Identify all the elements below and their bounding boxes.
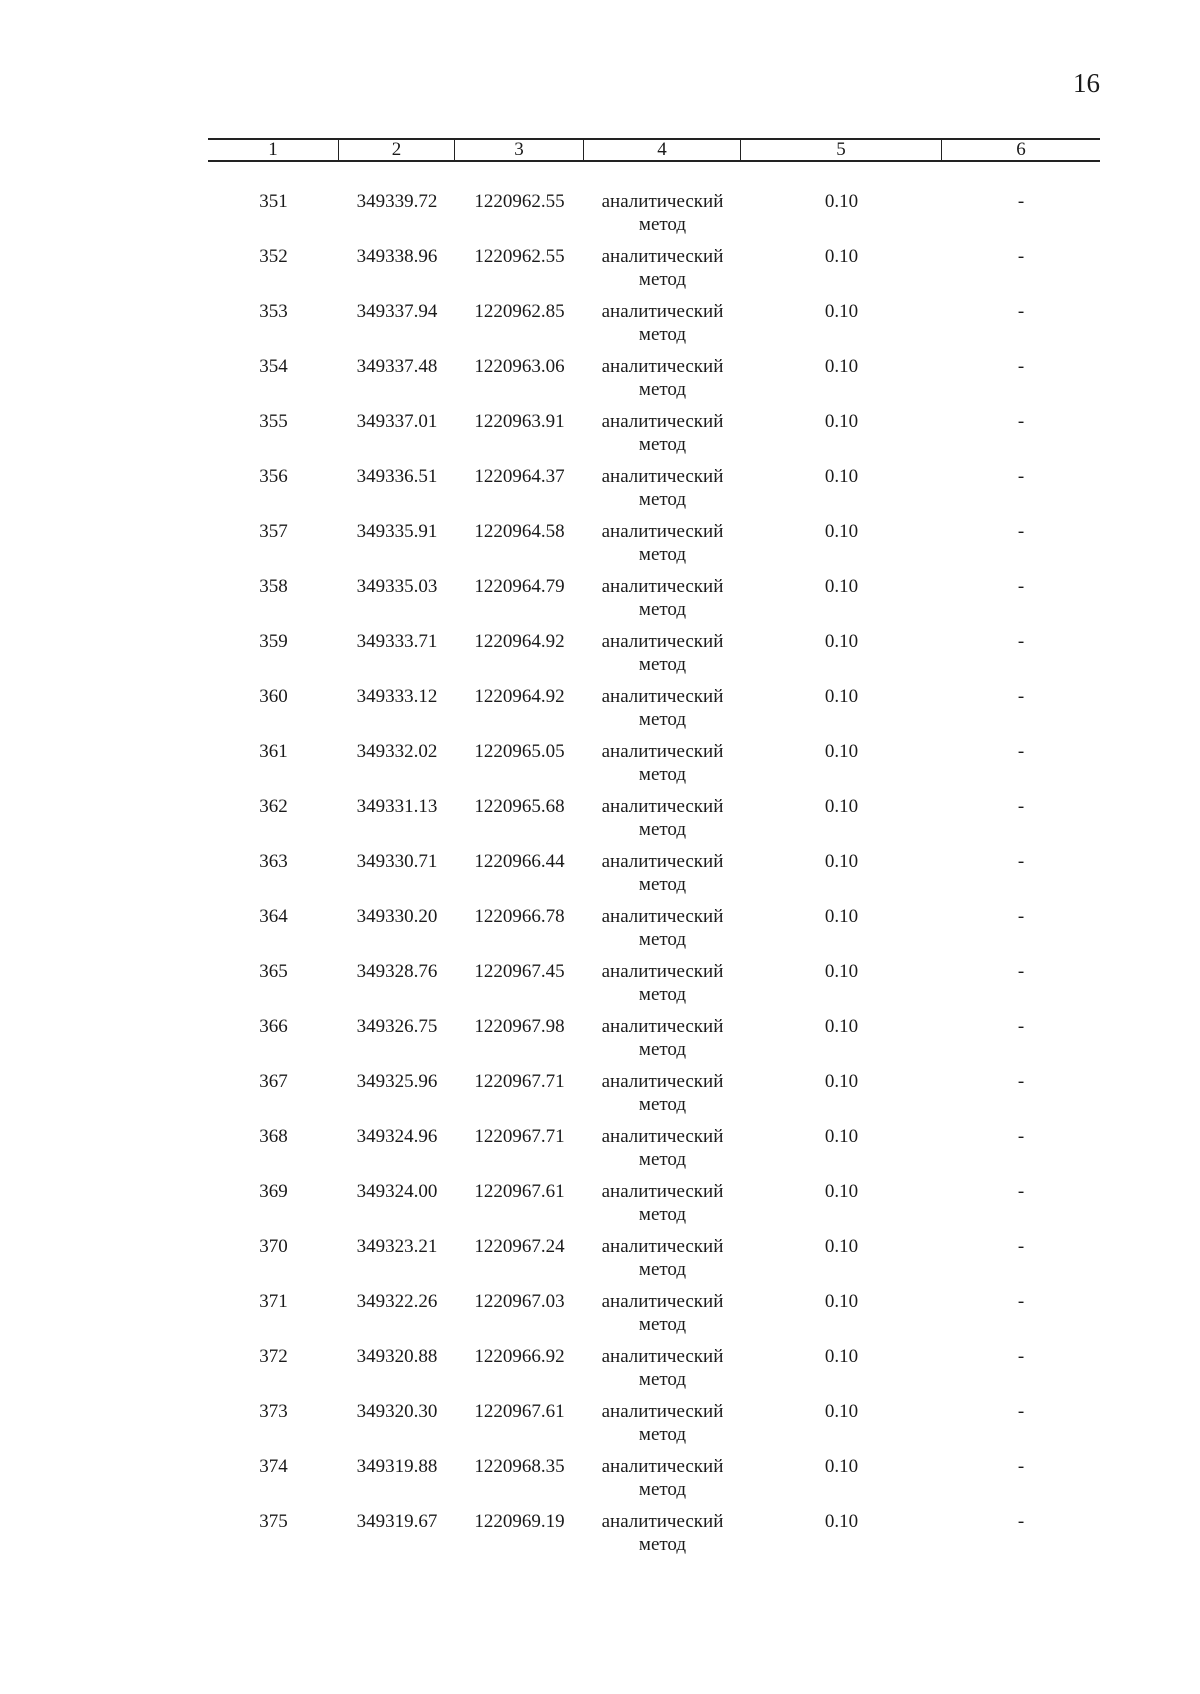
point-number-cell: 368	[259, 1126, 288, 1147]
method-line-1: аналитический	[601, 466, 724, 487]
table-row	[208, 575, 1100, 630]
x-coordinate-cell: 349336.51	[356, 466, 438, 487]
y-coordinate-cell: 1220967.61	[474, 1401, 565, 1422]
y-coordinate-cell: 1220962.55	[474, 191, 565, 212]
note-cell: -	[1017, 796, 1025, 817]
point-number-cell: 374	[259, 1456, 288, 1477]
method-line-1: аналитический	[601, 851, 724, 872]
note-cell: -	[1017, 1456, 1025, 1477]
method-cell	[584, 1070, 741, 1125]
method-cell	[584, 1125, 741, 1180]
point-number-cell: 361	[259, 741, 288, 762]
method-line-2: метод	[638, 489, 687, 510]
method-line-1: аналитический	[601, 1071, 724, 1092]
x-coordinate-cell: 349324.96	[356, 1126, 438, 1147]
accuracy-cell: 0.10	[824, 246, 859, 267]
note-cell: -	[1017, 191, 1025, 212]
note-cell: -	[1017, 1071, 1025, 1092]
method-line-1: аналитический	[601, 1126, 724, 1147]
point-number-cell: 369	[259, 1181, 288, 1202]
y-coordinate-cell: 1220964.58	[474, 521, 565, 542]
accuracy-cell: 0.10	[824, 851, 859, 872]
accuracy-cell: 0.10	[824, 1456, 859, 1477]
note-cell: -	[1017, 961, 1025, 982]
method-line-2: метод	[638, 874, 687, 895]
point-number-cell: 375	[259, 1511, 288, 1532]
method-cell	[584, 410, 741, 465]
method-cell	[584, 740, 741, 795]
method-line-2: метод	[638, 1314, 687, 1335]
method-cell	[584, 1345, 741, 1400]
point-number-cell: 355	[259, 411, 288, 432]
method-cell	[584, 850, 741, 905]
x-coordinate-cell: 349319.88	[356, 1456, 438, 1477]
point-number-cell: 373	[259, 1401, 288, 1422]
point-number-cell: 351	[259, 191, 288, 212]
method-line-1: аналитический	[601, 686, 724, 707]
point-number-cell: 356	[259, 466, 288, 487]
accuracy-cell: 0.10	[824, 906, 859, 927]
accuracy-cell: 0.10	[824, 741, 859, 762]
y-coordinate-cell: 1220965.05	[474, 741, 565, 762]
y-coordinate-cell: 1220963.06	[474, 356, 565, 377]
method-line-2: метод	[638, 1039, 687, 1060]
accuracy-cell: 0.10	[824, 1181, 859, 1202]
method-line-2: метод	[638, 1149, 687, 1170]
method-line-2: метод	[638, 764, 687, 785]
accuracy-cell: 0.10	[824, 1016, 859, 1037]
method-line-1: аналитический	[601, 631, 724, 652]
table-row	[208, 1400, 1100, 1455]
table-row	[208, 740, 1100, 795]
method-cell	[584, 355, 741, 410]
x-coordinate-cell: 349331.13	[356, 796, 438, 817]
y-coordinate-cell: 1220964.37	[474, 466, 565, 487]
x-coordinate-cell: 349319.67	[356, 1511, 438, 1532]
y-coordinate-cell: 1220963.91	[474, 411, 565, 432]
accuracy-cell: 0.10	[824, 576, 859, 597]
method-line-2: метод	[638, 1534, 687, 1555]
table-row	[208, 1510, 1100, 1565]
x-coordinate-cell: 349337.94	[356, 301, 438, 322]
method-line-1: аналитический	[601, 1181, 724, 1202]
method-cell	[584, 245, 741, 300]
point-number-cell: 352	[259, 246, 288, 267]
table-row	[208, 1015, 1100, 1070]
x-coordinate-cell: 349326.75	[356, 1016, 438, 1037]
table-row	[208, 465, 1100, 520]
note-cell: -	[1017, 246, 1025, 267]
table-row	[208, 1070, 1100, 1125]
x-coordinate-cell: 349323.21	[356, 1236, 438, 1257]
coordinates-table	[208, 138, 1100, 1565]
method-line-1: аналитический	[601, 521, 724, 542]
note-cell: -	[1017, 1401, 1025, 1422]
accuracy-cell: 0.10	[824, 1401, 859, 1422]
column-header-6: 6	[1016, 139, 1026, 160]
method-line-2: метод	[638, 654, 687, 675]
method-line-2: метод	[638, 324, 687, 345]
x-coordinate-cell: 349324.00	[356, 1181, 438, 1202]
table-row	[208, 410, 1100, 465]
note-cell: -	[1017, 1016, 1025, 1037]
method-line-1: аналитический	[601, 301, 724, 322]
table-row	[208, 1235, 1100, 1290]
accuracy-cell: 0.10	[824, 521, 859, 542]
x-coordinate-cell: 349335.03	[356, 576, 438, 597]
note-cell: -	[1017, 1181, 1025, 1202]
method-line-2: метод	[638, 379, 687, 400]
method-cell	[584, 1510, 741, 1565]
note-cell: -	[1017, 411, 1025, 432]
accuracy-cell: 0.10	[824, 1346, 859, 1367]
method-line-1: аналитический	[601, 411, 724, 432]
table-row	[208, 1180, 1100, 1235]
x-coordinate-cell: 349332.02	[356, 741, 438, 762]
note-cell: -	[1017, 851, 1025, 872]
method-line-1: аналитический	[601, 906, 724, 927]
y-coordinate-cell: 1220966.92	[474, 1346, 565, 1367]
method-cell	[584, 685, 741, 740]
method-line-1: аналитический	[601, 796, 724, 817]
point-number-cell: 360	[259, 686, 288, 707]
method-cell	[584, 1015, 741, 1070]
note-cell: -	[1017, 686, 1025, 707]
method-cell	[584, 905, 741, 960]
x-coordinate-cell: 349337.48	[356, 356, 438, 377]
table-row	[208, 905, 1100, 960]
note-cell: -	[1017, 631, 1025, 652]
x-coordinate-cell: 349333.71	[356, 631, 438, 652]
table-header-row	[208, 138, 1100, 162]
note-cell: -	[1017, 741, 1025, 762]
method-cell	[584, 795, 741, 850]
accuracy-cell: 0.10	[824, 796, 859, 817]
point-number-cell: 372	[259, 1346, 288, 1367]
accuracy-cell: 0.10	[824, 686, 859, 707]
point-number-cell: 357	[259, 521, 288, 542]
point-number-cell: 364	[259, 906, 288, 927]
method-line-2: метод	[638, 709, 687, 730]
method-line-1: аналитический	[601, 246, 724, 267]
note-cell: -	[1017, 356, 1025, 377]
y-coordinate-cell: 1220964.92	[474, 686, 565, 707]
note-cell: -	[1017, 301, 1025, 322]
y-coordinate-cell: 1220964.79	[474, 576, 565, 597]
table-row	[208, 1125, 1100, 1180]
method-line-2: метод	[638, 544, 687, 565]
method-cell	[584, 1290, 741, 1345]
method-line-1: аналитический	[601, 961, 724, 982]
y-coordinate-cell: 1220966.44	[474, 851, 565, 872]
accuracy-cell: 0.10	[824, 1126, 859, 1147]
method-cell	[584, 575, 741, 630]
note-cell: -	[1017, 576, 1025, 597]
accuracy-cell: 0.10	[824, 1511, 859, 1532]
column-header-3: 3	[455, 140, 584, 160]
page-number: 16	[1073, 68, 1100, 98]
method-line-1: аналитический	[601, 1456, 724, 1477]
note-cell: -	[1017, 1346, 1025, 1367]
table-row	[208, 960, 1100, 1015]
note-cell: -	[1017, 1291, 1025, 1312]
table-row	[208, 300, 1100, 355]
table-row	[208, 190, 1100, 245]
column-header-1: 1	[208, 140, 339, 160]
method-line-1: аналитический	[601, 191, 724, 212]
table-row	[208, 1290, 1100, 1345]
accuracy-cell: 0.10	[824, 411, 859, 432]
method-line-1: аналитический	[601, 1511, 724, 1532]
note-cell: -	[1017, 521, 1025, 542]
method-cell	[584, 1400, 741, 1455]
method-line-2: метод	[638, 599, 687, 620]
accuracy-cell: 0.10	[824, 1291, 859, 1312]
point-number-cell: 359	[259, 631, 288, 652]
y-coordinate-cell: 1220967.98	[474, 1016, 565, 1037]
accuracy-cell: 0.10	[824, 1071, 859, 1092]
accuracy-cell: 0.10	[824, 191, 859, 212]
x-coordinate-cell: 349335.91	[356, 521, 438, 542]
point-number-cell: 358	[259, 576, 288, 597]
note-cell: -	[1017, 906, 1025, 927]
accuracy-cell: 0.10	[824, 1236, 859, 1257]
y-coordinate-cell: 1220967.45	[474, 961, 565, 982]
y-coordinate-cell: 1220967.24	[474, 1236, 565, 1257]
table-row	[208, 355, 1100, 410]
point-number-cell: 354	[259, 356, 288, 377]
method-line-1: аналитический	[601, 1291, 724, 1312]
y-coordinate-cell: 1220969.19	[474, 1511, 565, 1532]
x-coordinate-cell: 349338.96	[356, 246, 438, 267]
method-line-1: аналитический	[601, 576, 724, 597]
table-row	[208, 795, 1100, 850]
method-line-2: метод	[638, 984, 687, 1005]
method-line-2: метод	[638, 434, 687, 455]
column-header-4: 4	[584, 140, 741, 160]
x-coordinate-cell: 349320.30	[356, 1401, 438, 1422]
point-number-cell: 353	[259, 301, 288, 322]
method-line-2: метод	[638, 269, 687, 290]
x-coordinate-cell: 349330.71	[356, 851, 438, 872]
y-coordinate-cell: 1220967.71	[474, 1071, 565, 1092]
point-number-cell: 363	[259, 851, 288, 872]
y-coordinate-cell: 1220968.35	[474, 1456, 565, 1477]
method-line-2: метод	[638, 1259, 687, 1280]
point-number-cell: 370	[259, 1236, 288, 1257]
method-line-2: метод	[638, 929, 687, 950]
x-coordinate-cell: 349330.20	[356, 906, 438, 927]
method-line-1: аналитический	[601, 1236, 724, 1257]
accuracy-cell: 0.10	[824, 356, 859, 377]
column-header-2: 2	[339, 140, 455, 160]
point-number-cell: 365	[259, 961, 288, 982]
method-line-2: метод	[638, 1094, 687, 1115]
x-coordinate-cell: 349328.76	[356, 961, 438, 982]
x-coordinate-cell: 349337.01	[356, 411, 438, 432]
method-cell	[584, 1235, 741, 1290]
y-coordinate-cell: 1220967.61	[474, 1181, 565, 1202]
method-cell	[584, 630, 741, 685]
y-coordinate-cell: 1220966.78	[474, 906, 565, 927]
method-line-2: метод	[638, 214, 687, 235]
method-line-2: метод	[638, 819, 687, 840]
table-row	[208, 685, 1100, 740]
method-cell	[584, 960, 741, 1015]
method-cell	[584, 190, 741, 245]
column-header-5: 5	[741, 140, 942, 160]
table-row	[208, 1345, 1100, 1400]
accuracy-cell: 0.10	[824, 466, 859, 487]
y-coordinate-cell: 1220962.85	[474, 301, 565, 322]
table-row	[208, 1455, 1100, 1510]
y-coordinate-cell: 1220965.68	[474, 796, 565, 817]
method-line-2: метод	[638, 1204, 687, 1225]
accuracy-cell: 0.10	[824, 961, 859, 982]
method-line-1: аналитический	[601, 741, 724, 762]
table-row	[208, 630, 1100, 685]
note-cell: -	[1017, 1126, 1025, 1147]
method-line-1: аналитический	[601, 1346, 724, 1367]
method-cell	[584, 520, 741, 575]
note-cell: -	[1017, 1236, 1025, 1257]
accuracy-cell: 0.10	[824, 631, 859, 652]
method-line-2: метод	[638, 1479, 687, 1500]
method-cell	[584, 465, 741, 520]
y-coordinate-cell: 1220967.03	[474, 1291, 565, 1312]
method-cell	[584, 300, 741, 355]
method-cell	[584, 1455, 741, 1510]
point-number-cell: 366	[259, 1016, 288, 1037]
table-row	[208, 245, 1100, 300]
method-line-1: аналитический	[601, 356, 724, 377]
method-line-2: метод	[638, 1424, 687, 1445]
table-body	[208, 190, 1100, 1565]
method-cell	[584, 1180, 741, 1235]
note-cell: -	[1017, 466, 1025, 487]
x-coordinate-cell: 349325.96	[356, 1071, 438, 1092]
point-number-cell: 367	[259, 1071, 288, 1092]
x-coordinate-cell: 349333.12	[356, 686, 438, 707]
y-coordinate-cell: 1220962.55	[474, 246, 565, 267]
x-coordinate-cell: 349339.72	[356, 191, 438, 212]
table-row	[208, 850, 1100, 905]
note-cell: -	[1017, 1511, 1025, 1532]
x-coordinate-cell: 349322.26	[356, 1291, 438, 1312]
point-number-cell: 362	[259, 796, 288, 817]
table-row	[208, 520, 1100, 575]
y-coordinate-cell: 1220967.71	[474, 1126, 565, 1147]
method-line-1: аналитический	[601, 1016, 724, 1037]
method-line-1: аналитический	[601, 1401, 724, 1422]
x-coordinate-cell: 349320.88	[356, 1346, 438, 1367]
point-number-cell: 371	[259, 1291, 288, 1312]
accuracy-cell: 0.10	[824, 301, 859, 322]
y-coordinate-cell: 1220964.92	[474, 631, 565, 652]
method-line-2: метод	[638, 1369, 687, 1390]
